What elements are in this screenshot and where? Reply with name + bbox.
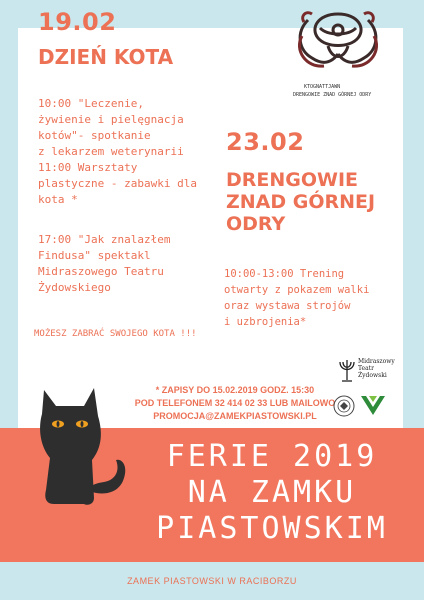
signup-line: * ZAPISY DO 15.02.2019 GODZ. 15:30 [155,385,315,395]
signup-info [120,384,350,423]
footer-venue: ZAMEK PIASTOWSKI W RACIBORZU [127,576,297,586]
event2-title-line: DRENGOWIE [226,169,359,191]
partner-logo-line: Żydowski [358,372,387,379]
event2-title-line: ODRY [226,212,286,235]
drengowie-logo [288,6,388,86]
event2-schedule: 10:00-13:00 Trening otwarty z pokazem walki oraz wystawa strojów i uzbrojenia* [224,268,370,328]
green-v-logo-icon [358,392,388,418]
partner-logo-line: Midraszowy [358,358,395,365]
menorah-logo-icon [338,356,356,384]
banner-line: NA ZAMKU [187,475,357,510]
partner-logo-line: Teatr [358,365,374,372]
event2-title [226,170,375,236]
logo-caption-bottom: DRENGOWIE ZNAD GÓRNEJ ODRY [293,92,372,98]
knotwork-logo-icon [288,6,388,86]
partner-logo-midraszowy [338,356,398,386]
event1-schedule-evening: 17:00 "Jak znalazłem Findusa" spektakl Midraszowego Teatru Żydowskiego [38,233,171,294]
partner-logo-green [358,392,388,418]
round-stamp-logo-icon [332,394,356,418]
banner-line: FERIE 2019 [166,439,378,474]
event2-title-line: ZNAD GÓRNEJ [226,190,376,213]
bring-cat-note: MOŻESZ ZABRAĆ SWOJEGO KOTA !!! [34,329,197,339]
black-cat-icon [34,380,130,510]
logo-caption-top: KTOGNATTJAWN [304,84,341,90]
black-cat [34,380,130,510]
banner-line: PIASTOWSKIM [156,511,388,546]
event1-title: DZIEŃ KOTA [38,45,174,69]
signup-line: POD TELEFONEM 32 414 02 33 LUB MAILOWO [134,398,336,408]
signup-email: PROMOCJA@ZAMEKPIASTOWSKI.PL [153,411,317,421]
partner-logo-stamp [332,394,356,418]
partner-logo-text [358,358,395,379]
event2-date: 23.02 [226,128,305,156]
event1-schedule: 10:00 "Leczenie, żywienie i pielęgnacja kotów"- spotkanie z lekarzem weterynarii 11:00 Warsztaty plastyczne - zabawki dla kota * [38,97,197,206]
event1-date: 19.02 [38,8,117,36]
